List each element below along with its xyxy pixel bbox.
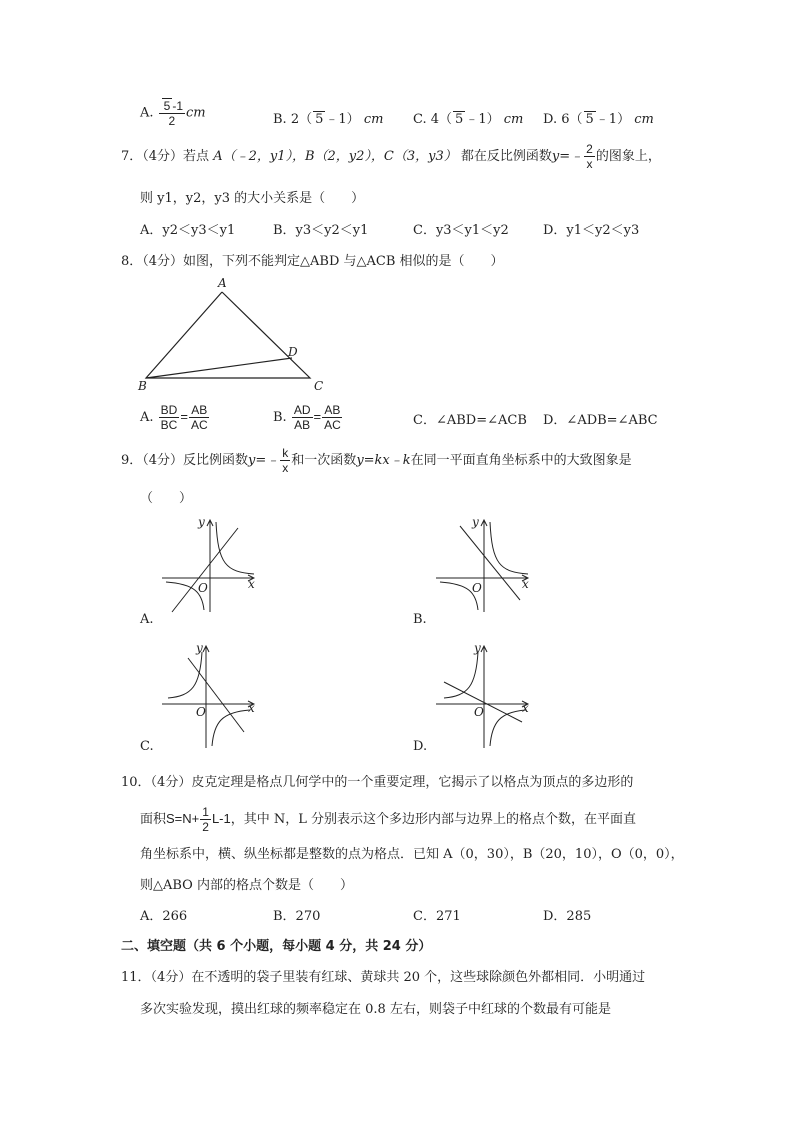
section-heading: 二、填空题（共 6 个小题，每小题 4 分，共 24 分） — [121, 939, 432, 954]
q7-option-c: C．y3＜y1＜y2 — [413, 223, 509, 238]
svg-text:O: O — [474, 705, 484, 719]
q8-option-d: D．∠ADB=∠ABC — [543, 413, 658, 428]
q6-option-b: B. 2（ 5 ﹣1） cm — [273, 112, 384, 127]
hyperbola-branch-1 — [490, 522, 528, 574]
triangle-abc — [146, 292, 310, 378]
hyperbola-branch-1 — [168, 652, 202, 698]
svg-text:x: x — [248, 701, 255, 715]
q9-graph-a-label: A. — [140, 612, 154, 627]
svg-text:x: x — [522, 701, 529, 715]
q8-stem: 8．（4分）如图，下列不能判定△ABD 与△ACB 相似的是（ ） — [121, 254, 504, 269]
q8-option-b: B. $\frac{AD}{AB}$ = $\frac{AB}{AC}$ — [273, 403, 341, 432]
q9-graph-a — [160, 514, 260, 614]
q10-option-c: C．271 — [413, 909, 461, 924]
q7-line2: 则 y1，y2，y3 的大小关系是（ ） — [140, 191, 365, 206]
q6-option-d: D. 6（ 5 ﹣1） cm — [543, 112, 654, 127]
q7-stem: 7．（4分）若点 A（﹣2，y1），B（2，y2），C（3，y3） 都在反比例函数y=﹣ $\frac{2}{x}$ 的图象上， — [121, 142, 661, 171]
q8-option-c: C．∠ABD=∠ACB — [413, 413, 527, 428]
svg-text:O: O — [472, 581, 482, 595]
q9-graph-d-label: D. — [413, 739, 428, 754]
svg-text:y: y — [474, 642, 481, 655]
q10-option-a: A．266 — [140, 909, 188, 924]
q8-triangle-figure — [130, 272, 340, 394]
q10-option-d: D．285 — [543, 909, 592, 924]
q10-line2: 面积S=N+ $\frac{1}{2}$ L-1，其中 N，L 分别表示这个多边形内部与边界上的格点个数，在平面直 — [140, 805, 637, 834]
q10-option-b: B．270 — [273, 909, 321, 924]
q7-option-b: B．y3＜y2＜y1 — [273, 223, 369, 238]
q7-option-a: A．y2＜y3＜y1 — [140, 223, 236, 238]
vertex-b-label: B — [138, 379, 147, 393]
q6-option-a-fraction: $\frac{5 -1}{2}$ — [159, 98, 185, 128]
svg-text:y: y — [472, 515, 479, 529]
q10-line1: 10．（4分）皮克定理是格点几何学中的一个重要定理，它揭示了以格点为顶点的多边形的 — [121, 775, 634, 790]
svg-text:O: O — [198, 581, 208, 595]
q10-line3: 角坐标系中，横、纵坐标都是整数的点为格点．已知 A（0，30），B（20，10），O（0，0）， — [140, 847, 684, 862]
q9-graph-c-label: C. — [140, 739, 154, 754]
q9-graph-d — [434, 642, 534, 752]
vertex-d-label: D — [288, 345, 298, 359]
q8-option-a: A. $\frac{BD}{BC}$ = $\frac{AB}{AC}$ — [140, 403, 208, 432]
vertex-c-label: C — [314, 379, 324, 393]
q10-line4: 则△ABO 内部的格点个数是（ ） — [140, 878, 353, 893]
q6-option-a: A. $\frac{5 -1}{2}$ cm — [140, 99, 206, 128]
hyperbola-branch-2 — [490, 710, 526, 746]
q9-graph-c — [160, 642, 260, 752]
q9-graph-b-label: B. — [413, 612, 427, 627]
svg-text:x: x — [522, 577, 529, 591]
svg-text:y: y — [196, 642, 203, 655]
svg-text:O: O — [196, 705, 206, 719]
svg-text:y: y — [198, 515, 205, 529]
vertex-a-label: A — [218, 276, 227, 290]
svg-text:x: x — [248, 577, 255, 591]
linear-function-line — [188, 658, 244, 732]
linear-function-line — [172, 528, 238, 612]
q11-line1: 11．（4分）在不透明的袋子里装有红球、黄球共 20 个，这些球除颜色外都相同．小明通过 — [121, 970, 646, 985]
q9-graph-b — [434, 514, 534, 614]
segment-bd — [146, 358, 292, 378]
q6-option-c: C. 4（ 5 ﹣1） cm — [413, 112, 524, 127]
q11-line2: 多次实验发现，摸出红球的频率稳定在 0.8 左右，则袋子中红球的个数最有可能是 — [140, 1002, 611, 1017]
q9-answer-paren: （ ） — [140, 491, 193, 506]
linear-function-line — [460, 526, 520, 600]
q7-option-d: D．y1＜y2＜y3 — [543, 223, 640, 238]
q9-stem: 9．（4分）反比例函数y=﹣ $\frac{k}{x}$ 和一次函数y=kx﹣k在同一平面直角坐标系中的大致图象是 — [121, 446, 632, 475]
